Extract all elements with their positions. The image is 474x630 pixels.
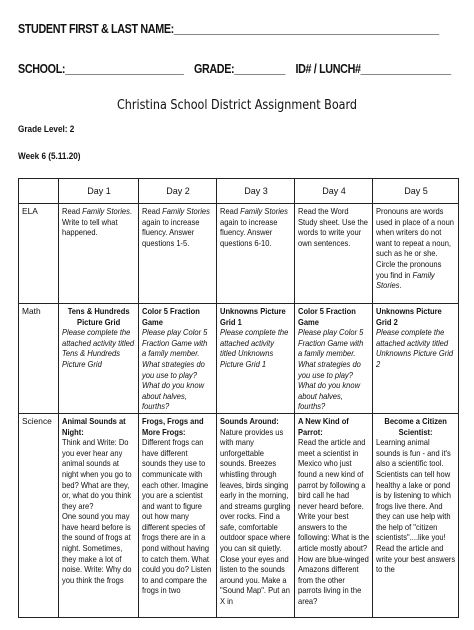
science-day-4-title: A New Kind of Parrot: [298, 415, 349, 437]
ela-day-3-cell [217, 204, 295, 304]
math-day-2-title: Color 5 Fraction Game [142, 306, 200, 327]
ela-day-4-cell [295, 204, 373, 304]
math-row [19, 304, 459, 414]
grade-line[interactable]: _________ [234, 62, 286, 76]
ela-day-5-book-title: Family Stories [376, 269, 435, 291]
school-line[interactable]: _____________________ [65, 62, 184, 76]
column-header-day-1: Day 1 [59, 179, 139, 204]
school-grade-id-field [18, 62, 451, 76]
math-day-3-cell [217, 304, 295, 414]
math-day-5-cell [373, 304, 459, 414]
science-day-3-cell [217, 413, 295, 617]
math-day-3-title: Unknowns Picture Grid 1 [220, 306, 286, 327]
ela-day-5-text-c: . [399, 280, 402, 291]
ela-row-label [19, 204, 59, 304]
column-header-day-5: Day 5 [373, 179, 459, 204]
header-row [19, 179, 459, 204]
science-day-1-body: Think and Write: Do you ever hear any animal sounds at night when you go to bed? What are they, or, what do you think they are? One sound you may have heard before is the sound of frogs at night. Sometimes, they make a lot of noise. Write: Why do you think the frogs [62, 437, 132, 585]
ela-day-1-cell [59, 204, 139, 304]
math-row-label [19, 304, 59, 414]
ela-day-5-text-a: Pronouns are words used in place of a noun when writers do not want to repeat a noun, such as he or she. Circle the pronouns you find in [376, 206, 454, 280]
math-day-3-body: Please complete the attached activity titled Unknowns Picture Grid 1 [220, 327, 289, 369]
ela-day-3-text-c: again to increase fluency. Answer questions 6-10. [220, 216, 278, 248]
science-row [19, 413, 459, 617]
page-title: Christina School District Assignment Board [116, 98, 358, 113]
math-day-1-body: Please complete the attached activity titled Tens & Hundreds Picture Grid [62, 327, 135, 369]
science-day-5-title: Become a Citizen Scientist: [384, 415, 447, 437]
student-name-label: STUDENT FIRST & LAST NAME: [18, 22, 174, 36]
school-label: SCHOOL: [18, 62, 66, 76]
science-day-2-title: Frogs, Frogs and More Frogs: [142, 415, 204, 437]
science-day-3-title: Sounds Around: [220, 415, 279, 426]
science-day-2-cell [139, 413, 217, 617]
ela-day-2-text-c: again to increase fluency. Answer questions 1-5. [142, 216, 200, 248]
student-name-line[interactable]: _______________________________________________ [173, 22, 439, 36]
ela-day-4-text: Read the Word Study sheet. Use the words to write your own sentences. [298, 206, 368, 248]
science-day-1-cell [59, 413, 139, 617]
column-header-day-4: Day 4 [295, 179, 373, 204]
assignment-board-table [18, 178, 459, 618]
science-day-2-body: Different frogs can have different sounds they use to communicate with each other. Imagine you are a scientist and want to figure out how many different species of frogs there are in a pond without having to catch them. What could you do? Listen to and compare the frogs in two [142, 437, 212, 596]
column-header-blank [19, 179, 59, 204]
ela-label: ELA [22, 206, 38, 216]
science-row-label [19, 413, 59, 617]
science-label: Science [22, 415, 52, 426]
science-day-5-body: Learning animal sounds is fun - and it's also a scientific tool. Scientists can tell how healthy a lake or pond is by listening to which frogs live there. And they can use help with the help of "citizen scientists"....like you! Read the article and write your best answers to the [376, 437, 456, 575]
science-day-4-body: Read the article and meet a scientist in Mexico who just found a new kind of parrot by following a bird call he had never heard before. Write your best answers to the following: What is the article mostly about? How are blue-winged Amazons different from the other parrots living in the area? [298, 437, 370, 607]
ela-day-5-cell [373, 204, 459, 304]
ela-row [19, 204, 459, 304]
math-day-5-body: Please complete the attached activity titled Unknowns Picture Grid 2 [376, 327, 454, 369]
science-day-1-title: Animal Sounds at Night: [62, 415, 126, 437]
student-name-field [18, 22, 439, 36]
id-line[interactable]: ________________ [360, 62, 451, 76]
grade-label: GRADE: [193, 62, 235, 76]
ela-day-2-cell [139, 204, 217, 304]
ela-day-2-text-a: Read [142, 206, 163, 216]
ela-day-3-text-a: Read [220, 206, 241, 216]
math-day-1-title: Tens & Hundreds Picture Grid [67, 306, 130, 327]
math-label: Math [22, 306, 41, 316]
math-day-1-cell [59, 304, 139, 414]
science-day-5-cell [373, 413, 459, 617]
week-label: Week 6 (5.11.20) [18, 151, 81, 162]
science-day-4-cell [295, 413, 373, 617]
math-day-4-body: Please play Color 5 Fraction Game with a family member. What strategies do you use to play? What do you know about halves, fourths? [298, 327, 364, 412]
column-header-day-3: Day 3 [217, 179, 295, 204]
math-day-5-title: Unknowns Picture Grid 2 [376, 306, 442, 327]
math-day-2-body: Please play Color 5 Fraction Game with a family member. What strategies do you use to play? What do you know about halves, fourths? [142, 327, 208, 412]
ela-day-1-text-a: Read [62, 206, 83, 216]
id-label: ID# / LUNCH# [295, 62, 361, 76]
math-day-2-cell [139, 304, 217, 414]
science-day-3-body: Nature provides us with many unforgettable sounds. Breezes whistling through leaves, birds singing early in the morning, and streams gurgling over rocks. Find a safe, comfortable outdoor space where you can sit quietly. Close your eyes and listen to the sounds around you. Make a "Sound Map". Put an X in [220, 426, 291, 607]
ela-day-1-book-title: Family Stories [82, 206, 130, 216]
ela-day-1-text-c: . Write to tell what happened. [62, 206, 132, 238]
ela-day-2-book-title: Family Stories [162, 206, 210, 216]
math-day-4-cell [295, 304, 373, 414]
grade-level: Grade Level: 2 [18, 124, 75, 135]
math-day-4-title: Color 5 Fraction Game [298, 306, 356, 327]
ela-day-3-book-title: Family Stories [240, 206, 288, 216]
column-header-day-2: Day 2 [139, 179, 217, 204]
